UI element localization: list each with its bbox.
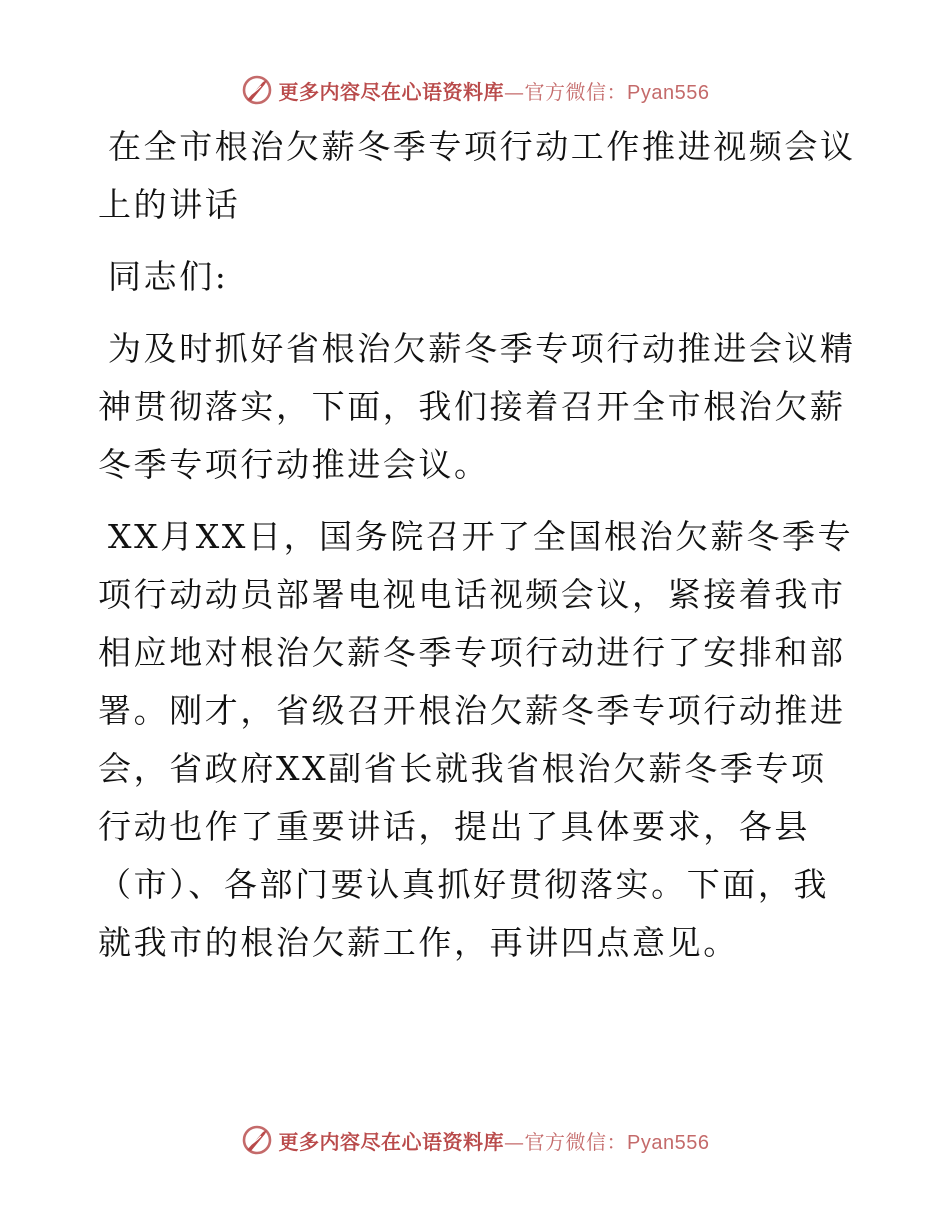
banner-content xyxy=(241,74,710,106)
banner-label: 官方微信： xyxy=(524,79,628,104)
document-body xyxy=(98,118,858,986)
salutation: 同志们: xyxy=(108,257,229,296)
quill-logo-icon xyxy=(241,1124,273,1156)
banner-text xyxy=(279,1126,710,1155)
banner-main-text: 更多内容尽在心语资料库 xyxy=(278,1129,505,1154)
paragraph-2: XX月XX日，国务院召开了全国根治欠薪冬季专项行动动员部署电视电话视频会议，紧接着我市相应地对根治欠薪冬季专项行动进行了安排和部署。刚才，省级召开根治欠薪冬季专项行动推进会，省政府XX副省长就我省根治欠薪冬季专项行动也作了重要讲话，提出了具体要求，各县（市）、各部门要认真抓好贯彻落实。下面，我就我市的根治欠薪工作，再讲四点意见。 xyxy=(98,517,854,962)
quill-logo-icon xyxy=(241,74,273,106)
document-title: 在全市根治欠薪冬季专项行动工作推进视频会议上的讲话 xyxy=(98,127,856,224)
banner-text xyxy=(279,76,710,105)
banner-main-text: 更多内容尽在心语资料库 xyxy=(278,79,505,104)
banner-handle: Pyan556 xyxy=(627,1131,710,1154)
paragraph-1: 为及时抓好省根治欠薪冬季专项行动推进会议精神贯彻落实，下面，我们接着召开全市根治欠薪冬季专项行动推进会议。 xyxy=(98,329,856,484)
banner-separator: — xyxy=(504,79,525,104)
banner-separator: — xyxy=(504,1129,525,1154)
banner-label: 官方微信： xyxy=(524,1129,628,1154)
banner-content xyxy=(241,1124,710,1156)
header-banner xyxy=(0,70,950,110)
footer-banner xyxy=(0,1120,950,1160)
banner-handle: Pyan556 xyxy=(627,81,710,104)
